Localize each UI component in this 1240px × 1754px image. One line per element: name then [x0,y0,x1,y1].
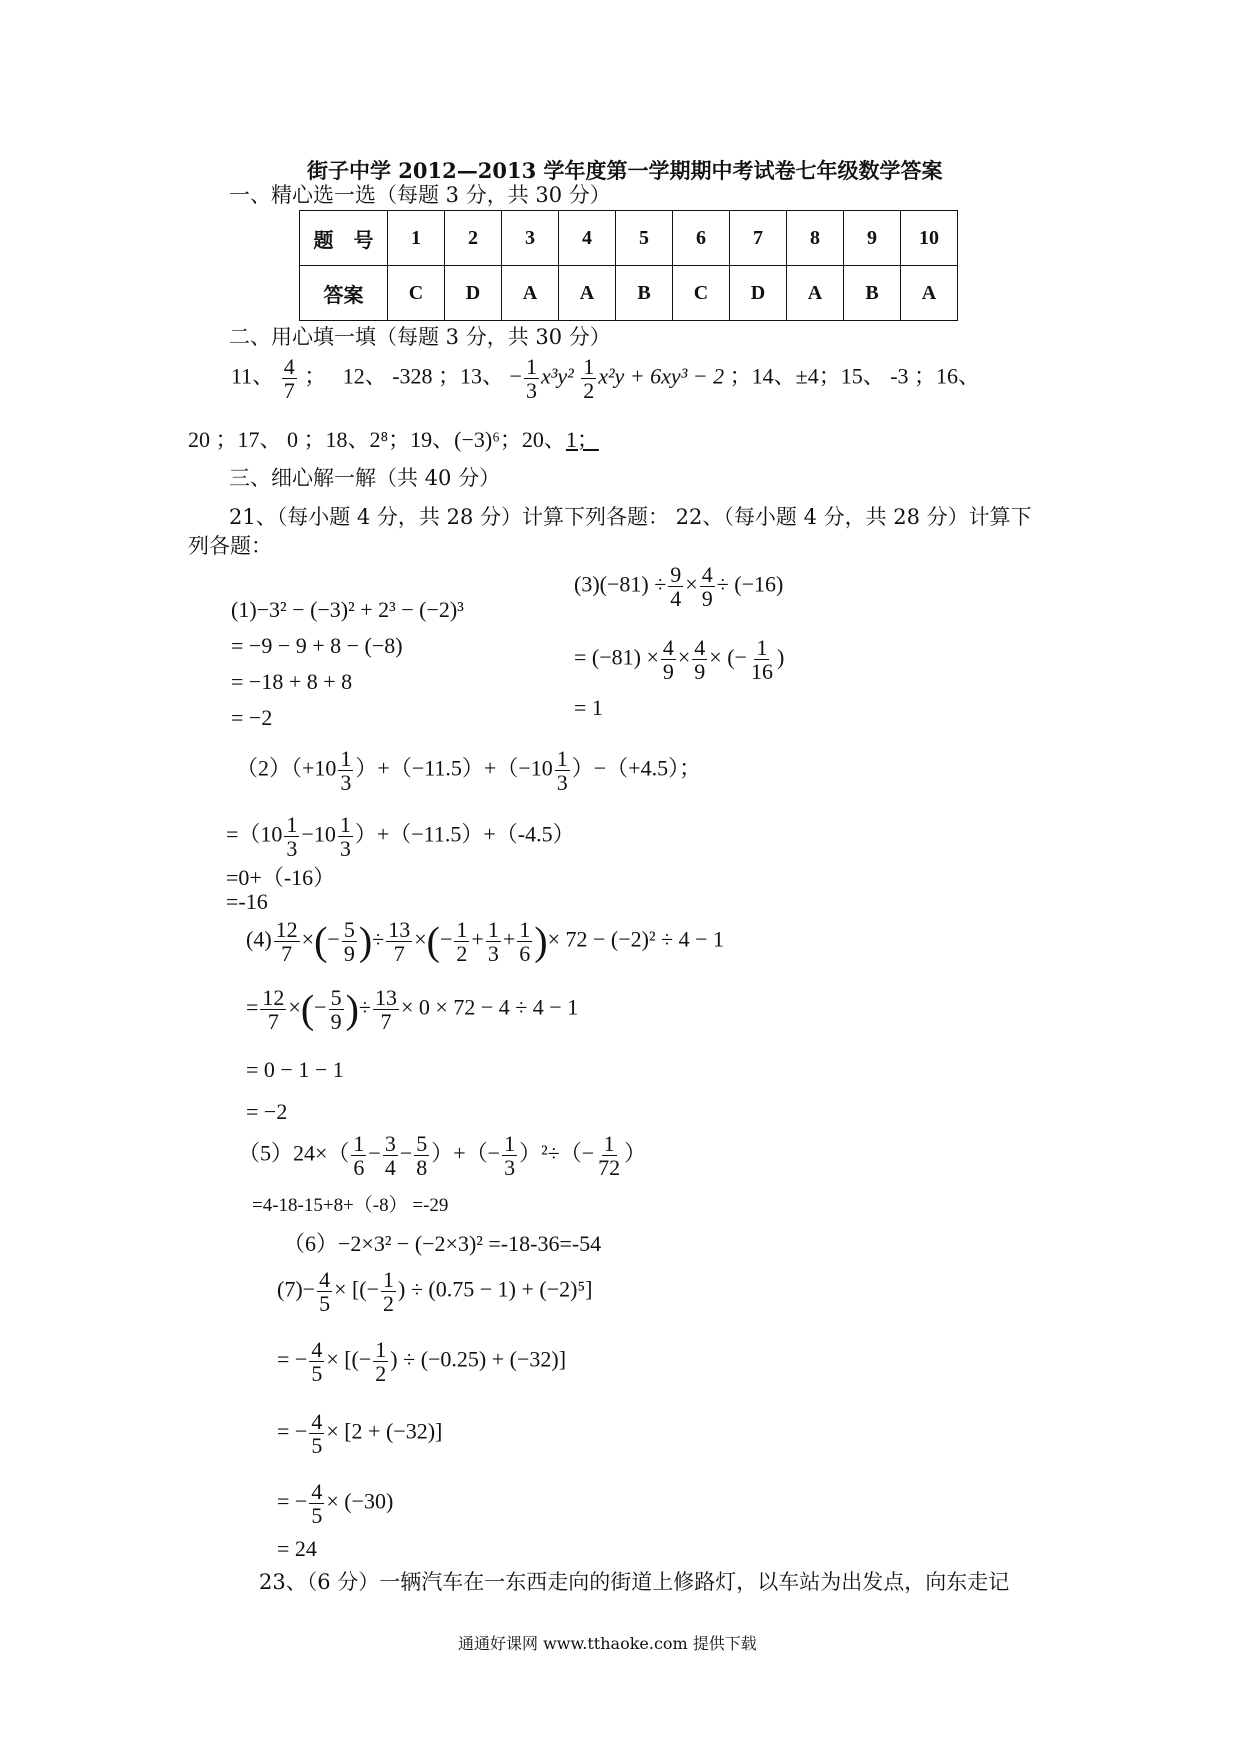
table-cell: B [616,266,673,321]
q20-answer: 1； [565,427,599,452]
table-cell: 2 [445,211,502,266]
q21-instruction: 21、（每小题 4 分，共 28 分）计算下列各题： 22、（每小题 4 分，共 28 分）计算下 [229,505,1032,529]
problem-4-line: = −2 [246,1099,288,1124]
q12-q13-label: 12、 -328 ；13、 [342,363,505,389]
footer-text: 通通好课网 www.tthaoke.com 提供下载 [458,1634,757,1653]
problem-4-line: = $\frac{12}{7}$ ×(− $\frac{5}{9}$ )÷ $\frac{13}{7}$ × 0 × 72 − 4 ÷ 4 − 1 [246,985,579,1035]
fill-answers-line1: 11、 $\frac{4}{7}$ ； 12、 -328 ；13、 − $\frac{1}{3}$ x³y² $\frac{1}{2}$ x²y + 6xy³ − 2 ；14、±4；15、 -3 ；16、 [231,354,981,404]
table-cell: B [844,266,901,321]
section2-heading: 二、用心填一填（每题 3 分，共 30 分） [229,325,611,349]
problem-3-line: (3)(−81) ÷ $\frac{9}{4}$ × $\frac{4}{9}$ ÷ (−16) [574,562,784,612]
problem-5-line: （5）24×（ $\frac{1}{6}$ − $\frac{3}{4}$ − $\frac{5}{8}$ ）+（− $\frac{1}{3}$ ）²÷（− $\frac{1}{72}$ ） [238,1131,647,1181]
problem-1-line: (1)−3² − (−3)² + 2³ − (−2)³ [231,597,464,622]
answer-table [299,210,958,321]
section3-heading: 三、细心解一解（共 40 分） [229,466,501,490]
problem-7-line: = − $\frac{4}{5}$ × [(− $\frac{1}{2}$ ) ÷ (−0.25) + (−32)] [277,1337,567,1387]
problem-2-line: =-16 [226,889,268,914]
table-cell: A [787,266,844,321]
table-cell: A [559,266,616,321]
table-cell: 5 [616,211,673,266]
table-cell: 8 [787,211,844,266]
problem-7-line: (7)− $\frac{4}{5}$ × [(− $\frac{1}{2}$ ) ÷ (0.75 − 1) + (−2)⁵] [277,1267,593,1317]
fraction: $\frac{1}{3}$ [525,354,537,404]
problem-7-line: = − $\frac{4}{5}$ × [2 + (−32)] [277,1409,443,1459]
table-row [300,211,958,266]
problem-7-line: = − $\frac{4}{5}$ × (−30) [277,1479,394,1529]
table-cell: A [901,266,958,321]
problem-7-line: = 24 [277,1536,317,1561]
fraction: $\frac{1}{2}$ [583,354,595,404]
problem-3-line: = (−81) × $\frac{4}{9}$ × $\frac{4}{9}$ × (− $\frac{1}{16}$ ) [574,635,785,685]
problem-5-line: =4-18-15+8+（-8） =-29 [252,1195,449,1216]
table-cell: C [673,266,730,321]
q21-instruction-cont: 列各题： [188,534,272,558]
fraction: $\frac{4}{7}$ [283,354,295,404]
table-cell: 7 [730,211,787,266]
problem-1-line: = −18 + 8 + 8 [231,669,353,694]
table-cell: A [502,266,559,321]
problem-2-line: =0+（-16） [226,865,336,890]
table-cell: 3 [502,211,559,266]
row-label: 题 号 [300,211,388,266]
table-cell: 9 [844,211,901,266]
section1-heading: 一、精心选一选（每题 3 分，共 30 分） [229,183,611,207]
table-cell: 1 [388,211,445,266]
table-cell: 6 [673,211,730,266]
row-label: 答案 [300,266,388,321]
fill-answers-line2: 20 ；17、 0 ；18、2⁸；19、(−3)⁶；20、1； [188,427,599,452]
page-title: 街子中学 2012—2013 学年度第一学期期中考试卷七年级数学答案 [307,158,943,183]
table-cell: C [388,266,445,321]
q23-text: 23、（6 分）一辆汽车在一东西走向的街道上修路灯，以车站为出发点，向东走记 [259,1570,1010,1594]
table-cell: 10 [901,211,958,266]
problem-4-line: (4) $\frac{12}{7}$ ×(− $\frac{5}{9}$ )÷ $\frac{13}{7}$ ×(− $\frac{1}{2}$ + $\frac{1}{3}$ + $\frac{1}{6}$ )× 72 − (−2)² ÷ 4 − 1 [246,917,725,967]
problem-3-line: = 1 [574,695,603,720]
problem-2-line: =（10 $\frac{1}{3}$ −10 $\frac{1}{3}$ ）+（−11.5）+（-4.5） [226,812,575,862]
q11-label: 11、 [231,363,275,389]
table-cell: D [730,266,787,321]
table-cell: D [445,266,502,321]
table-row [300,266,958,321]
problem-4-line: = 0 − 1 − 1 [246,1057,344,1082]
table-cell: 4 [559,211,616,266]
q14-q16-label: ；14、±4；15、 -3 ；16、 [729,363,981,389]
problem-6-line: （6）−2×3² − (−2×3)² =-18-36=-54 [283,1231,602,1256]
problem-2-line: （2）（+10 $\frac{1}{3}$ ）+（−11.5）+（−10 $\frac{1}{3}$ ）−（+4.5）； [236,746,702,796]
problem-1-line: = −2 [231,705,273,730]
problem-1-line: = −9 − 9 + 8 − (−8) [231,633,403,658]
